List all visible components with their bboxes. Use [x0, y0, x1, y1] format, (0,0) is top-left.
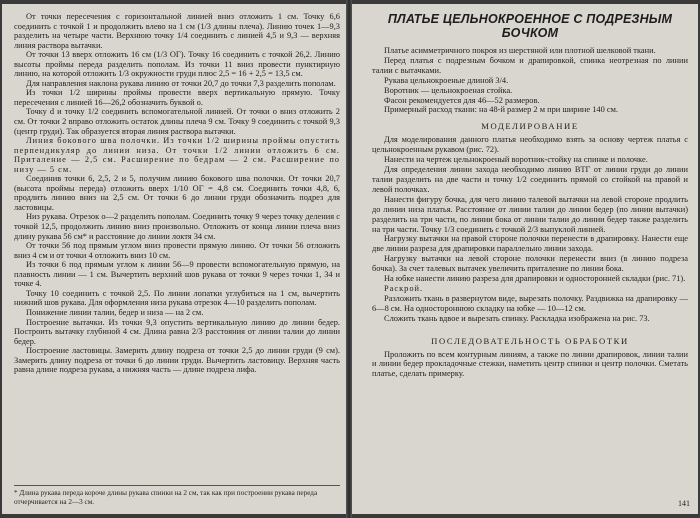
left-page-body [14, 12, 340, 375]
paragraph: Нагрузку вытачки на левой стороне полочки перенести вниз (в линию подреза бочка). За счет талевых вытачек увеличить приталение по линии бока. [372, 254, 688, 274]
page-title: ПЛАТЬЕ ЦЕЛЬНОКРОЕННОЕ С ПОДРЕЗНЫМ БОЧКОМ [387, 12, 673, 40]
paragraph: На юбке нанести линию разреза для драпировки и односторонней складки (рис. 71). [384, 274, 686, 284]
paragraph: Построение вытачки. Из точки 9,3 опустить вертикальную линию до линии бедер. Построить вытачку глубиной 4 см. Длина равна 2/3 расстояния от линии талии до линии бедер. [14, 317, 340, 346]
paragraph: От точки пересечения с горизонтальной линией вниз отложить 1 см. Точку 6,6 соединить с точкой 1 и продолжить влево на 1 см (1/3 длины плеча). Линию точек 1—9,3 разделить на четыре части. Верхнюю точку 1/4 соединить с линией 4,5 и 9,3 — верхняя линия раствора вытачки. [14, 12, 340, 50]
paragraph: Нагрузку вытачки на правой стороне полочки перенести в драпировку. Нанести еще две линии разреза для драпировки параллельно линии захода. [372, 234, 688, 254]
paragraph: Примерный расход ткани: на 48-й размер 2 м при ширине 140 см. [384, 105, 618, 115]
paragraph: Из точки 6 под прямым углом к линии 56—9 провести вспомогательную прямую, на плавность линии — 1 см. Вычертить верхний шов рукава от точки 9 через точки 1, 34 и точке 4. [14, 260, 340, 289]
section-heading: МОДЕЛИРОВАНИЕ [481, 121, 579, 132]
paragraph: Платье асимметричного покроя из шерстяной или плотной шелковой ткани. [384, 46, 656, 55]
right-page [352, 4, 698, 514]
paragraph: От точки 56 под прямым углом вниз провести прямую линию. От точки 56 отложить вниз 4 см и от точки 4 отложить вниз 10 см. [14, 241, 340, 260]
paragraph: Сложить ткань вдвое и вырезать спинку. Раскладка изображена на рис. 73. [384, 313, 650, 323]
paragraph: Построение ластовицы. Замерить длину подреза от точки 2,5 до линии груди (9 см). Замерить длину подреза от точки 6 до линии груди. Вычертить ластовицу. Верхняя часть равна длине подреза рукава, а нижняя часть — длине подреза лифа. [14, 346, 340, 375]
paragraph: Перед платья с подрезным бочком и драпировкой, спинка неотрезная по линии талии с вытачками. [372, 55, 688, 75]
paragraph: Нанести на чертеж цельнокроеный воротник-стойку на спинке и полочке. [384, 155, 648, 165]
paragraph: Разложить ткань в развернутом виде, вырезать полочку. Раздвижка на драпировку — 6—8 см. На одностороннюю складку на юбке — 10—12 см. [372, 293, 688, 313]
paragraph: Соединив точки 6, 2,5, 2 и 5, получим линию бокового шва полочки. От точки 20,7 (высота проймы переда) отложить вверх 1/10 ОГ = 4,8 см. Соединить точки 4,8, 6, продлить линию вниз на 2,5 см. От точки 6 до линии груди обозначить подрез для ластовицы. [14, 174, 340, 212]
section-heading: ПОСЛЕДОВАТЕЛЬНОСТЬ ОБРАБОТКИ [431, 335, 629, 346]
paragraph: Нанести фигуру бочка, для чего линию талевой вытачки на левой стороне продлить до линии низа платья. Расстояние от линии талии до линии бедер (по линии вытачки) разделить на три части, по линии бока от линии талии до линии бедер также разделить на три части. Точку 1/3 соединить с точкой 2/3 выпуклой линией. [372, 194, 688, 234]
paragraph: От точки 13 вверх отложить 16 см (1/3 ОГ). Точку 16 соединить с точкой 26,2. Линию высоты проймы переда разделить пополам. Из точки 11 вниз провести пунктирную линию, на которой отложить 1/3 окружности груди плюс 2,5 = 16 + 2,5 = 13,5 см. [14, 50, 340, 79]
paragraph: Воротник — цельнокроеная стойка. [384, 85, 513, 95]
paragraph: Линия бокового шва полочки. Из точки 1/2 ширины проймы опустить перпендикуляр до линии низа. От точки 1/2 линии отложить 6 см. Приталение — 2,5 см. Расширение по бедрам — 2 см. Расширение по низу — 5 см. [14, 136, 340, 174]
paragraph: Проложить по всем контурным линиям, а также по линии драпировок, линии талии и линии бедер прокладочные стежки, наметить центр спинки и центр полочки. Сметать платье, сделать примерку. [372, 349, 688, 379]
left-page [2, 4, 346, 514]
paragraph: Рукава цельнокроеные длиной 3/4. [384, 75, 509, 85]
footnote: * Длина рукава переда короче длины рукава спинки на 2 см, так как при построении рукава переда отчерчивается на 2—3 см. [14, 485, 340, 506]
paragraph: Фасон рекомендуется для 46—52 размеров. [384, 95, 540, 105]
paragraph: Для направления наклона рукава линию от точки 20,7 до точки 7,3 разделить пополам. [26, 78, 336, 88]
paragraph: Низ рукава. Отрезок о—2 разделить пополам. Соединить точку 9 через точку деления с точкой 12,5, продолжить линию вниз произвольно. Отложить от конца линии плеча вниз длину рукава 56 см* и расстояние до линии локтя 34 см. [14, 212, 340, 241]
paragraph: Точку 10 соединить с точкой 2,5. По линии лопатки углубиться на 1 см, вычертить нижний шов рукава. Для оформления низа рукава отрезок 4—10 разделить пополам. [14, 288, 340, 308]
subheading: Раскрой. [384, 283, 424, 293]
page-number: 141 [678, 499, 690, 508]
paragraph: Для определения линии захода необходимо линию ВТГ от линии груди до линии талии разделить на две части и точку 1/2 соединить прямой со стойкой на правой и левой полочках. [372, 165, 688, 194]
paragraph: Точку d и точку 1/2 соединить вспомогательной линией. От точки о вниз отложить 2 см. От точки 2 вправо отложить остаток длины плеча 9 см. Точку 9 соединить с точкой 9,3 (центр груди). Так образуется вторая линия раствора вытачки. [14, 107, 340, 136]
paragraph: Из точки 1/2 ширины проймы провести вверх вертикальную прямую. Точку пересечения с линией 16—26,2 обозначить буквой о. [14, 88, 340, 107]
paragraph: Для моделирования данного платья необходимо взять за основу чертеж платья с цельнокроенным рукавом (рис. 72). [372, 135, 688, 155]
paragraph: Понижение линии талии, бедер и низа — на 2 см. [26, 307, 204, 317]
